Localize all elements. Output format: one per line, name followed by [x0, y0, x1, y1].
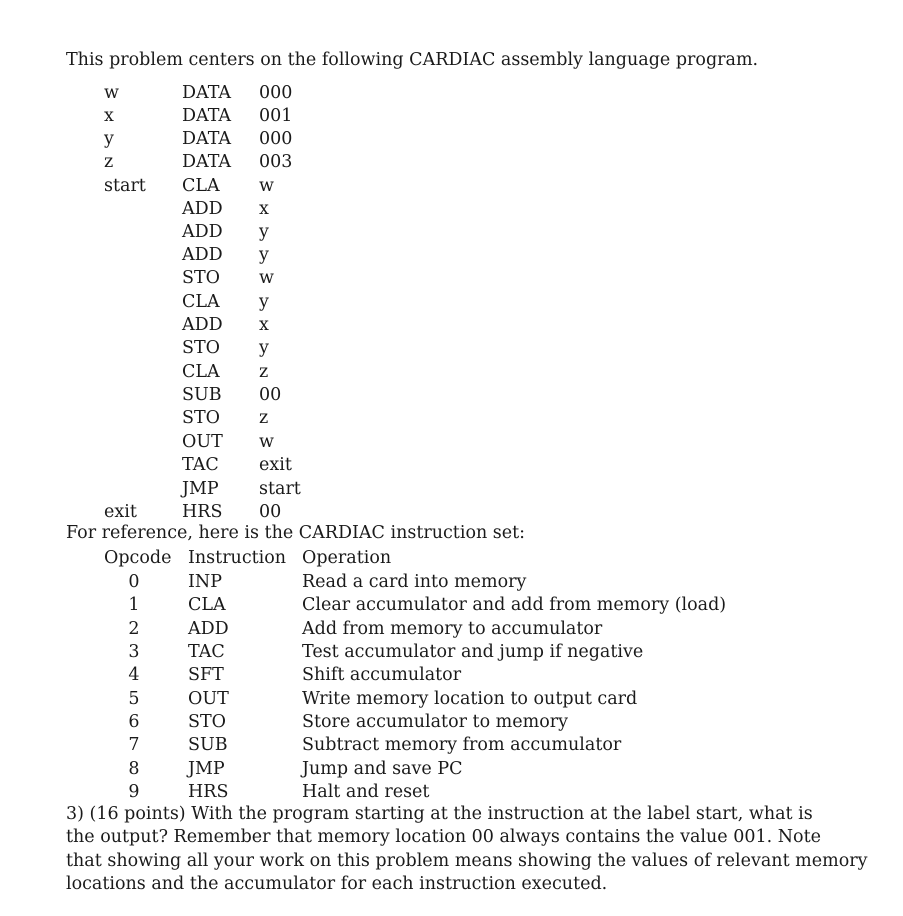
operation-cell: Shift accumulator: [302, 665, 462, 685]
program-op: ADD: [182, 245, 223, 265]
table-row: [0, 665, 903, 688]
question-line: the output? Remember that memory location 00 always contains the value 001. Note: [66, 827, 821, 847]
operation-cell: Subtract memory from accumulator: [302, 735, 622, 755]
program-line: [0, 268, 903, 291]
operation-cell: Jump and save PC: [302, 759, 463, 779]
table-row: [0, 572, 903, 595]
program-line: [0, 338, 903, 361]
program-op: CLA: [182, 176, 220, 196]
program-line: [0, 222, 903, 245]
program-op: JMP: [182, 479, 219, 499]
program-arg: x: [259, 199, 269, 219]
program-arg: y: [259, 292, 269, 312]
program-arg: w: [259, 432, 274, 452]
table-row: [0, 759, 903, 782]
program-line: [0, 152, 903, 175]
table-row: [0, 642, 903, 665]
program-line: [0, 455, 903, 478]
operation-cell: Store accumulator to memory: [302, 712, 569, 732]
program-arg: w: [259, 268, 274, 288]
instruction-cell: JMP: [188, 759, 225, 779]
program-arg: w: [259, 176, 274, 196]
program-op: DATA: [182, 129, 232, 149]
program-line: [0, 245, 903, 268]
table-header: [0, 548, 903, 571]
program-line: [0, 479, 903, 502]
program-op: HRS: [182, 502, 223, 522]
opcode-cell: 3: [128, 642, 140, 662]
header-operation: Operation: [302, 548, 392, 568]
program-arg: z: [259, 362, 269, 382]
program-label: x: [104, 106, 114, 126]
instruction-cell: CLA: [188, 595, 226, 615]
operation-cell: Test accumulator and jump if negative: [302, 642, 644, 662]
program-line: [0, 432, 903, 455]
table-row: [0, 712, 903, 735]
opcode-cell: 2: [128, 619, 140, 639]
opcode-cell: 0: [128, 572, 140, 592]
program-line: [0, 106, 903, 129]
table-row: [0, 689, 903, 712]
program-arg: x: [259, 315, 269, 335]
program-arg: 00: [259, 502, 282, 522]
program-line: [0, 502, 903, 525]
program-arg: 000: [259, 129, 293, 149]
header-instruction: Instruction: [188, 548, 287, 568]
program-op: DATA: [182, 106, 232, 126]
program-op: DATA: [182, 83, 232, 103]
program-arg: y: [259, 222, 269, 242]
opcode-cell: 6: [128, 712, 140, 732]
program-line: [0, 315, 903, 338]
program-line: [0, 199, 903, 222]
program-op: STO: [182, 338, 221, 358]
program-arg: 003: [259, 152, 293, 172]
program-arg: y: [259, 245, 269, 265]
program-line: [0, 176, 903, 199]
program-line: [0, 292, 903, 315]
program-arg: 000: [259, 83, 293, 103]
program-label: start: [104, 176, 146, 196]
operation-cell: Halt and reset: [302, 782, 430, 802]
opcode-cell: 5: [128, 689, 140, 709]
opcode-cell: 4: [128, 665, 140, 685]
question-line: locations and the accumulator for each instruction executed.: [66, 874, 608, 894]
table-row: [0, 735, 903, 758]
opcode-cell: 9: [128, 782, 140, 802]
program-op: CLA: [182, 292, 220, 312]
opcode-cell: 7: [128, 735, 140, 755]
program-op: STO: [182, 408, 221, 428]
program-label: exit: [104, 502, 137, 522]
opcode-cell: 8: [128, 759, 140, 779]
operation-cell: Clear accumulator and add from memory (load): [302, 595, 727, 615]
program-line: [0, 362, 903, 385]
table-row: [0, 595, 903, 618]
operation-cell: Write memory location to output card: [302, 689, 638, 709]
table-row: [0, 619, 903, 642]
intro-text: This problem centers on the following CARDIAC assembly language program.: [66, 50, 759, 70]
reference-intro: For reference, here is the CARDIAC instruction set:: [66, 523, 526, 543]
program-label: w: [104, 83, 119, 103]
instruction-cell: SFT: [188, 665, 224, 685]
program-op: DATA: [182, 152, 232, 172]
instruction-cell: ADD: [188, 619, 229, 639]
question-line: that showing all your work on this problem means showing the values of relevant memory: [66, 851, 868, 871]
program-arg: 001: [259, 106, 293, 126]
instruction-cell: STO: [188, 712, 227, 732]
opcode-cell: 1: [128, 595, 140, 615]
operation-cell: Add from memory to accumulator: [302, 619, 603, 639]
program-line: [0, 408, 903, 431]
program-line: [0, 129, 903, 152]
instruction-cell: TAC: [188, 642, 225, 662]
instruction-cell: SUB: [188, 735, 228, 755]
program-op: ADD: [182, 199, 223, 219]
program-op: SUB: [182, 385, 222, 405]
program-label: z: [104, 152, 114, 172]
program-op: STO: [182, 268, 221, 288]
instruction-cell: INP: [188, 572, 223, 592]
operation-cell: Read a card into memory: [302, 572, 527, 592]
program-op: ADD: [182, 315, 223, 335]
program-op: OUT: [182, 432, 223, 452]
program-line: [0, 83, 903, 106]
question-line: 3) (16 points) With the program starting at the instruction at the label start, what is: [66, 804, 813, 824]
program-arg: z: [259, 408, 269, 428]
instruction-cell: OUT: [188, 689, 229, 709]
instruction-cell: HRS: [188, 782, 229, 802]
program-arg: 00: [259, 385, 282, 405]
program-arg: y: [259, 338, 269, 358]
table-row: [0, 782, 903, 805]
program-op: CLA: [182, 362, 220, 382]
program-arg: exit: [259, 455, 292, 475]
program-label: y: [104, 129, 114, 149]
program-op: ADD: [182, 222, 223, 242]
header-opcode: Opcode: [104, 548, 172, 568]
program-op: TAC: [182, 455, 219, 475]
program-arg: start: [259, 479, 301, 499]
program-line: [0, 385, 903, 408]
